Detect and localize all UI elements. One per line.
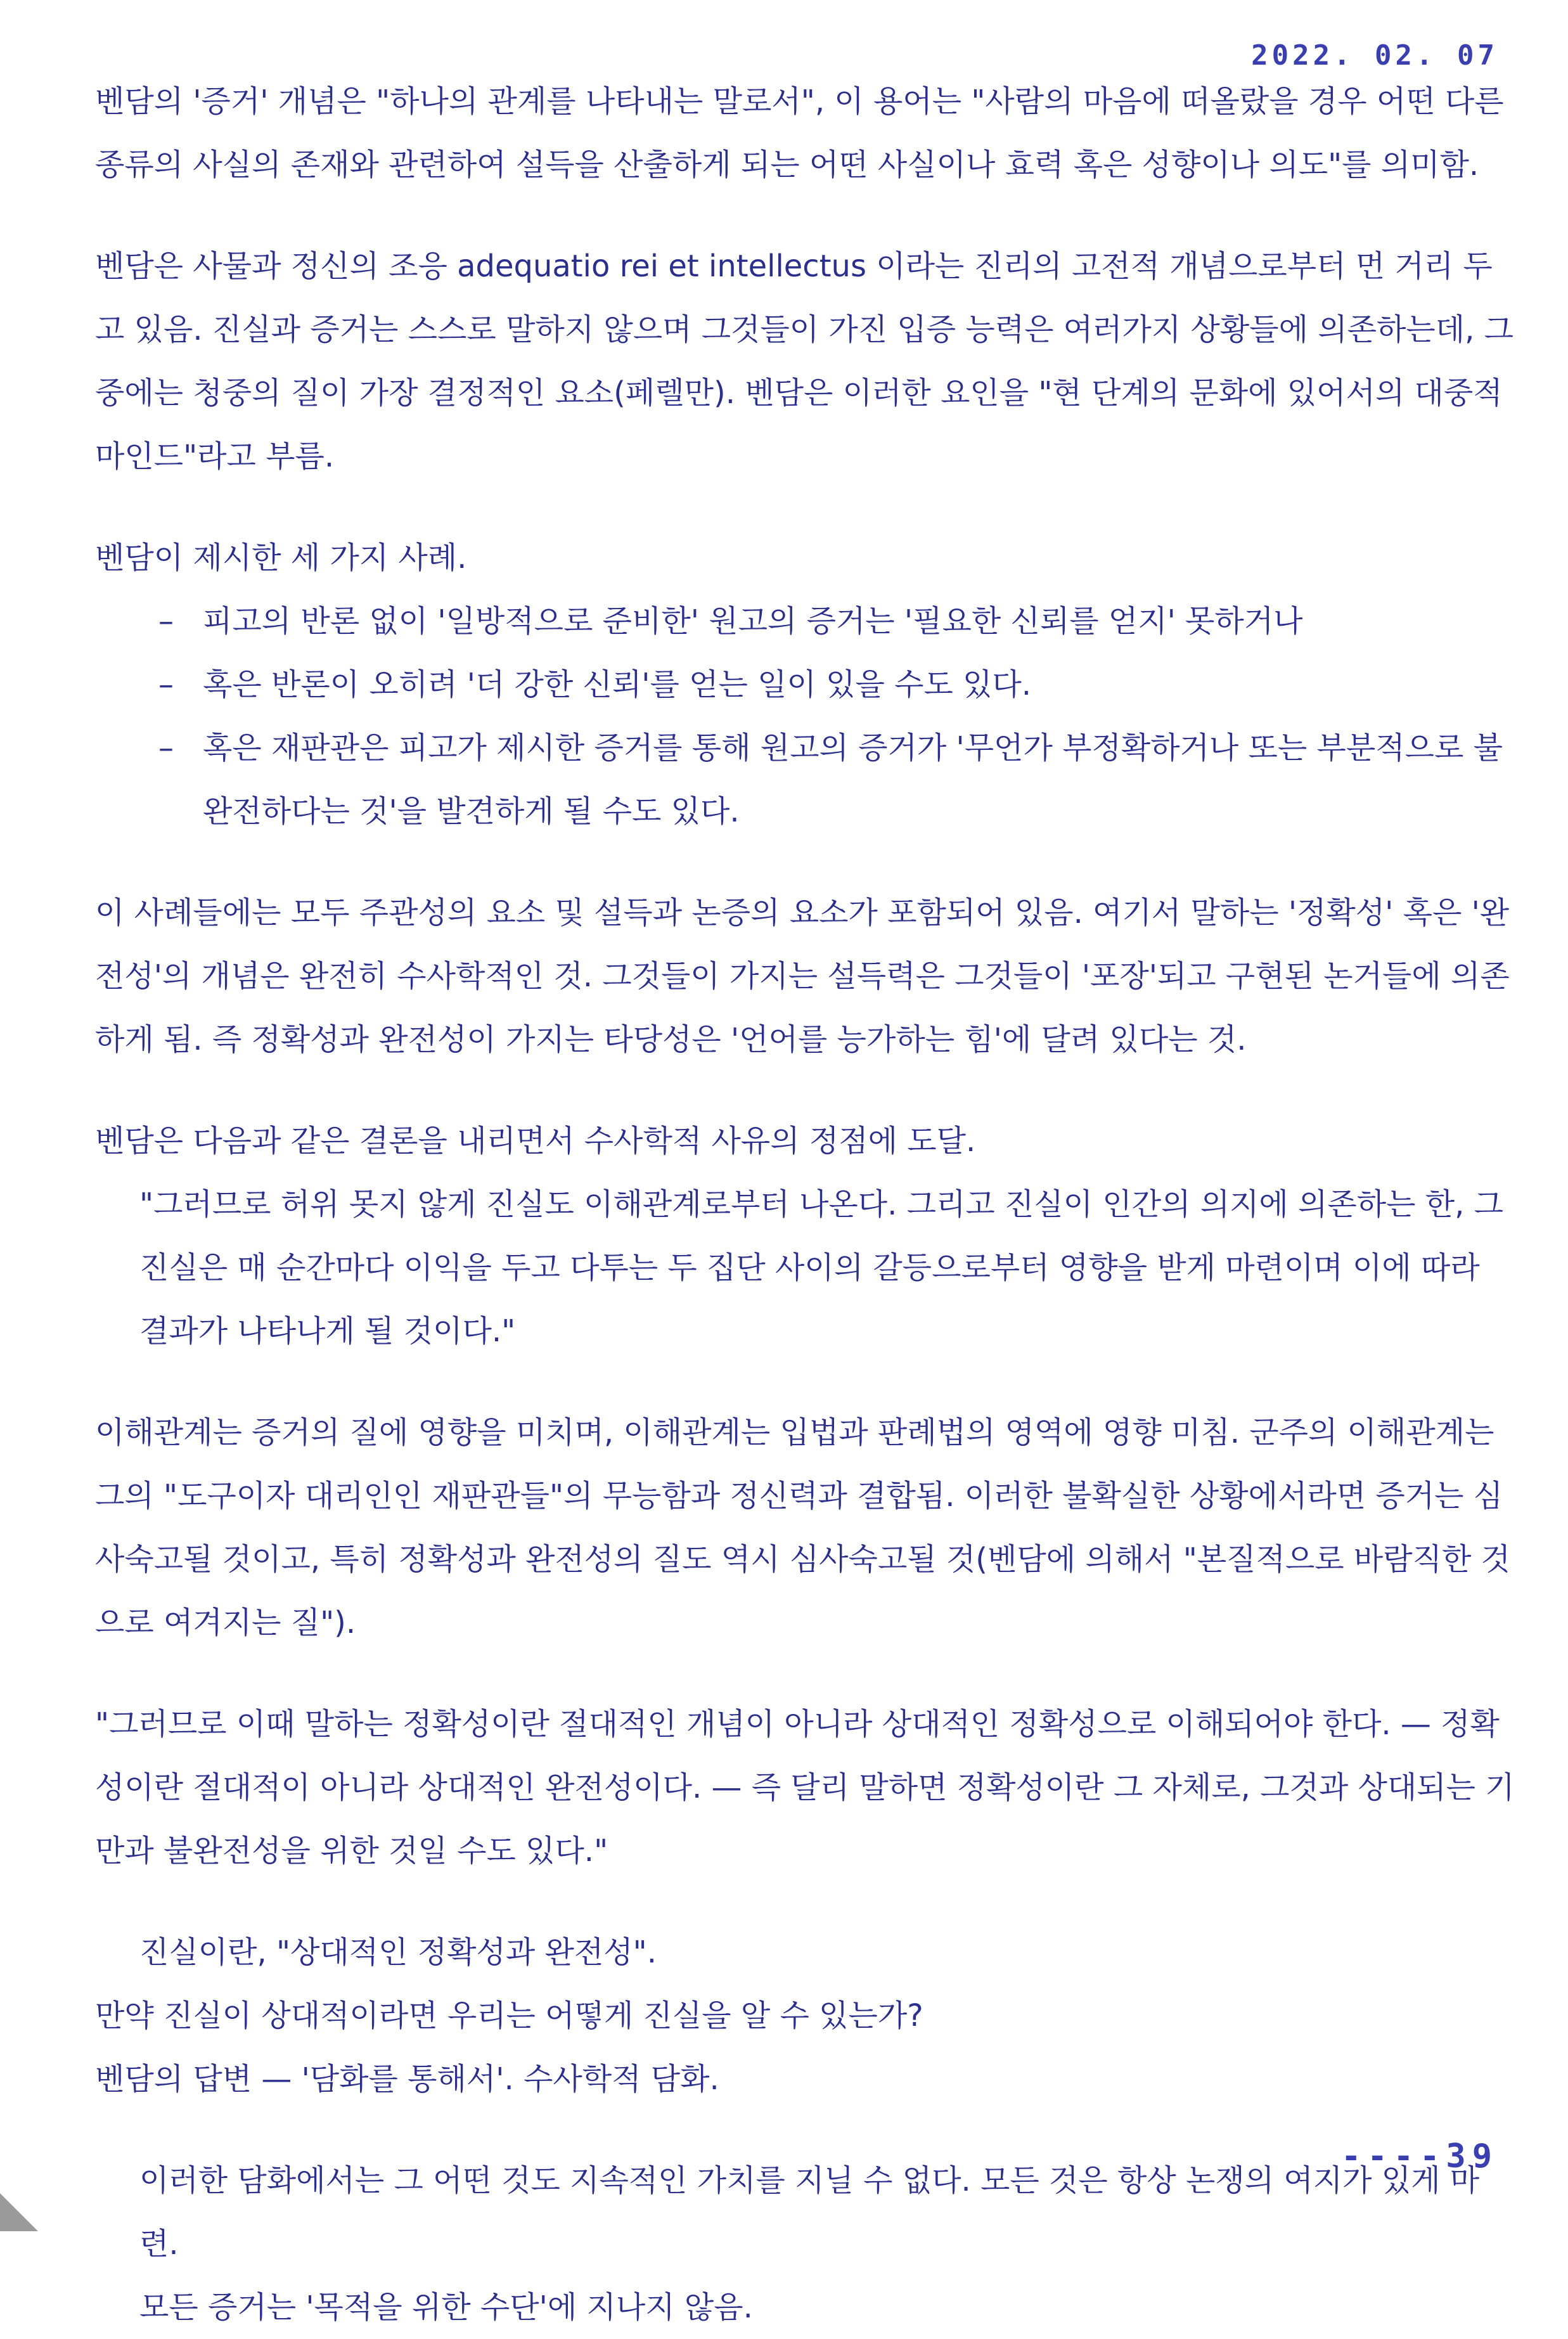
paragraph-question: 만약 진실이 상대적이라면 우리는 어떻게 진실을 알 수 있는가?	[95, 1998, 923, 2033]
list-item: – 피고의 반론 없이 '일방적으로 준비한' 원고의 증거는 '필요한 신뢰를 얻지' 못하거나	[203, 590, 1515, 653]
paragraph-evidence-definition: 벤담의 '증거' 개념은 "하나의 관계를 나타내는 말로서", 이 용어는 "사람의 마음에 떠올랐을 경우 어떤 다른 종류의 사실의 존재와 관련하여 설득을 산출하게 되는 어떤 사실이나 효력 혹은 성향이나 의도"를 의미함.	[95, 84, 1504, 183]
paragraph-conclusion-intro: 벤담은 다음과 같은 결론을 내리면서 수사학적 사유의 정점에 도달.	[95, 1123, 976, 1159]
list-item: – 혹은 재판관은 피고가 제시한 증거를 통해 원고의 증거가 '무언가 부정확하거나 또는 부분적으로 불완전하다는 것'을 발견하게 될 수도 있다.	[203, 716, 1515, 843]
handwritten-notes	[95, 70, 1515, 2339]
quote-interest: "그러므로 허위 못지 않게 진실도 이해관계로부터 나온다. 그리고 진실이 인간의 의지에 의존하는 한, 그 진실은 매 순간마다 이익을 두고 다투는 두 집단 사이의 갈등으로부터 영향을 받게 마련이며 이에 따라 결과가 나타나게 될 것이다."	[139, 1187, 1504, 1349]
cases-list	[95, 590, 1515, 843]
paragraph-truth-definition: 진실이란, "상대적인 정확성과 완전성".	[139, 1935, 657, 1970]
page-corner-fold	[0, 2193, 38, 2231]
paragraph-answer: 벤담의 답변 — '담화를 통해서'. 수사학적 담화.	[95, 2061, 719, 2097]
paragraph-interest-quality: 이해관계는 증거의 질에 영향을 미치며, 이해관계는 입법과 판례법의 영역에 영향 미침. 군주의 이해관계는 그의 "도구이자 대리인인 재판관들"의 무능함과 정신력과 결합됨. 이러한 불확실한 상황에서라면 증거는 심사숙고될 것이고, 특히 정확성과 완전성의 질도 역시 심사숙고될 것(벤담에 의해서 "본질적으로 바람직한 것으로 여겨지는 질").	[95, 1415, 1510, 1640]
paragraph-subjectivity: 이 사례들에는 모두 주관성의 요소 및 설득과 논증의 요소가 포함되어 있음. 여기서 말하는 '정확성' 혹은 '완전성'의 개념은 완전히 수사학적인 것. 그것들이 가지는 설득력은 그것들이 '포장'되고 구현된 논거들에 의존하게 됨. 즉 정확성과 완전성이 가지는 타당성은 '언어를 능가하는 힘'에 달려 있다는 것.	[95, 895, 1510, 1057]
list-item: – 혹은 반론이 오히려 '더 강한 신뢰'를 얻는 일이 있을 수도 있다.	[203, 653, 1515, 716]
page-number: ----39	[1341, 2137, 1498, 2175]
quote-relative-accuracy: "그러므로 이때 말하는 정확성이란 절대적인 개념이 아니라 상대적인 정확성으로 이해되어야 한다. — 정확성이란 절대적이 아니라 상대적인 완전성이다. — 즉 달리 말하면 정확성이란 그 자체로, 그것과 상대되는 기만과 불완전성을 위한 것일 수도 있다."	[95, 1706, 1515, 1869]
paragraph-adequatio: 벤담은 사물과 정신의 조응 adequatio rei et intellectus 이라는 진리의 고전적 개념으로부터 먼 거리 두고 있음. 진실과 증거는 스스로 말하지 않으며 그것들이 가진 입증 능력은 여러가지 상황들에 의존하는데, 그중에는 청중의 질이 가장 결정적인 요소(페렐만). 벤담은 이러한 요인을 "현 단계의 문화에 있어서의 대중적 마인드"라고 부름.	[95, 248, 1513, 474]
date-stamp: 2022. 02. 07	[1251, 39, 1498, 72]
paragraph-means: 모든 증거는 '목적을 위한 수단'에 지나지 않음.	[139, 2290, 753, 2325]
paragraph-three-cases-heading: 벤담이 제시한 세 가지 사례.	[95, 540, 467, 576]
paragraph-discourse: 이러한 담화에서는 그 어떤 것도 지속적인 가치를 지닐 수 없다. 모든 것은 항상 논쟁의 여지가 있게 마련.	[139, 2163, 1480, 2262]
